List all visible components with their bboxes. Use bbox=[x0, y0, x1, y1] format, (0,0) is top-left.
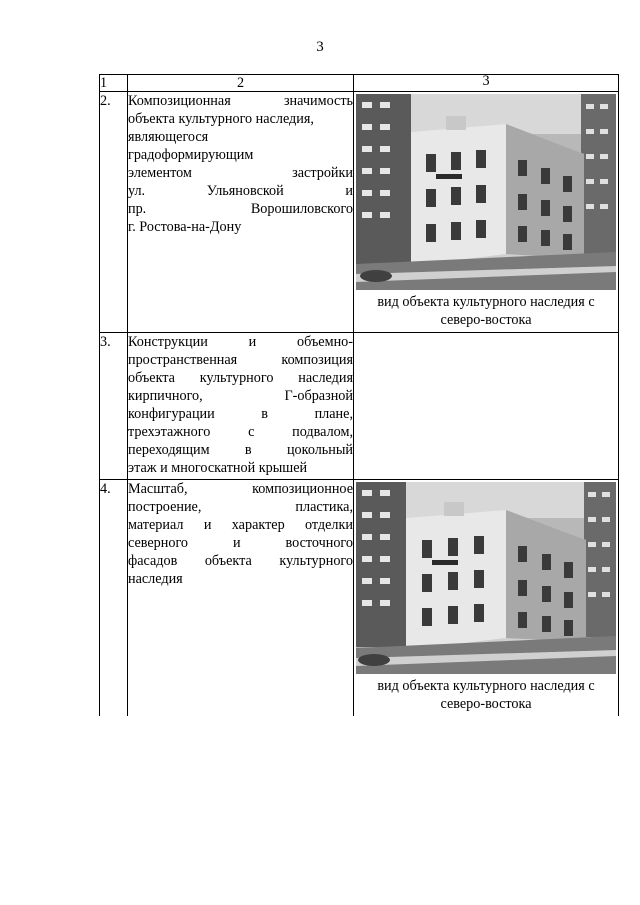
description-line: Композиционная значимость bbox=[128, 93, 353, 109]
row-description bbox=[128, 333, 354, 480]
description-line: являющегося bbox=[128, 129, 209, 145]
description-line: построение, пластика, bbox=[128, 499, 353, 515]
photo-caption bbox=[354, 333, 618, 338]
description-line: северного и восточного bbox=[128, 535, 353, 551]
description-line: материал и характер отделки bbox=[128, 517, 353, 533]
heritage-table bbox=[99, 74, 619, 716]
building-photo-drawing bbox=[356, 482, 616, 674]
photo-caption: вид объекта культурного наследия с северо-востока bbox=[377, 678, 595, 712]
table-row bbox=[100, 92, 619, 333]
page-number: 3 bbox=[316, 39, 324, 55]
description-line: наследия bbox=[128, 571, 183, 587]
description-line: фасадов объекта культурного bbox=[128, 553, 353, 569]
description-line: трехэтажного с подвалом, bbox=[128, 424, 353, 440]
description-line: переходящим в цокольный bbox=[128, 442, 353, 458]
column-header-2: 2 bbox=[128, 75, 354, 92]
description-line: кирпичного, Г-образной bbox=[128, 388, 353, 404]
photo-cell bbox=[354, 480, 619, 717]
description-line: элементом застройки bbox=[128, 165, 353, 181]
table-row bbox=[100, 333, 619, 480]
column-header-3: 3 bbox=[354, 75, 619, 92]
row-description bbox=[128, 92, 354, 333]
row-number: 3. bbox=[100, 333, 128, 480]
description-line: конфигурации в плане, bbox=[128, 406, 353, 422]
building-photo-drawing bbox=[356, 94, 616, 290]
description-line: пр. Ворошиловского bbox=[128, 201, 353, 217]
description-line: объекта культурного наследия bbox=[128, 370, 353, 386]
photo-cell bbox=[354, 92, 619, 333]
row-number: 2. bbox=[100, 92, 128, 333]
description-line: пространственная композиция bbox=[128, 352, 353, 368]
description-line: г. Ростова-на-Дону bbox=[128, 219, 242, 235]
table-row bbox=[100, 480, 619, 717]
photo-caption: вид объекта культурного наследия с северо-востока bbox=[377, 294, 595, 328]
row-number: 4. bbox=[100, 480, 128, 717]
description-line: этаж и многоскатной крышей bbox=[128, 460, 308, 476]
building-photo bbox=[356, 482, 616, 674]
description-line: объекта культурного наследия, bbox=[128, 111, 314, 127]
description-line: Масштаб, композиционное bbox=[128, 481, 353, 497]
photo-cell bbox=[354, 333, 619, 480]
description-line: ул. Ульяновской и bbox=[128, 183, 353, 199]
row-description bbox=[128, 480, 354, 717]
description-line: Конструкции и объемно- bbox=[128, 334, 353, 350]
building-photo bbox=[356, 94, 616, 290]
description-line: градоформирующим bbox=[128, 147, 254, 163]
column-header-1: 1 bbox=[100, 75, 128, 92]
table-header-row bbox=[100, 75, 619, 92]
